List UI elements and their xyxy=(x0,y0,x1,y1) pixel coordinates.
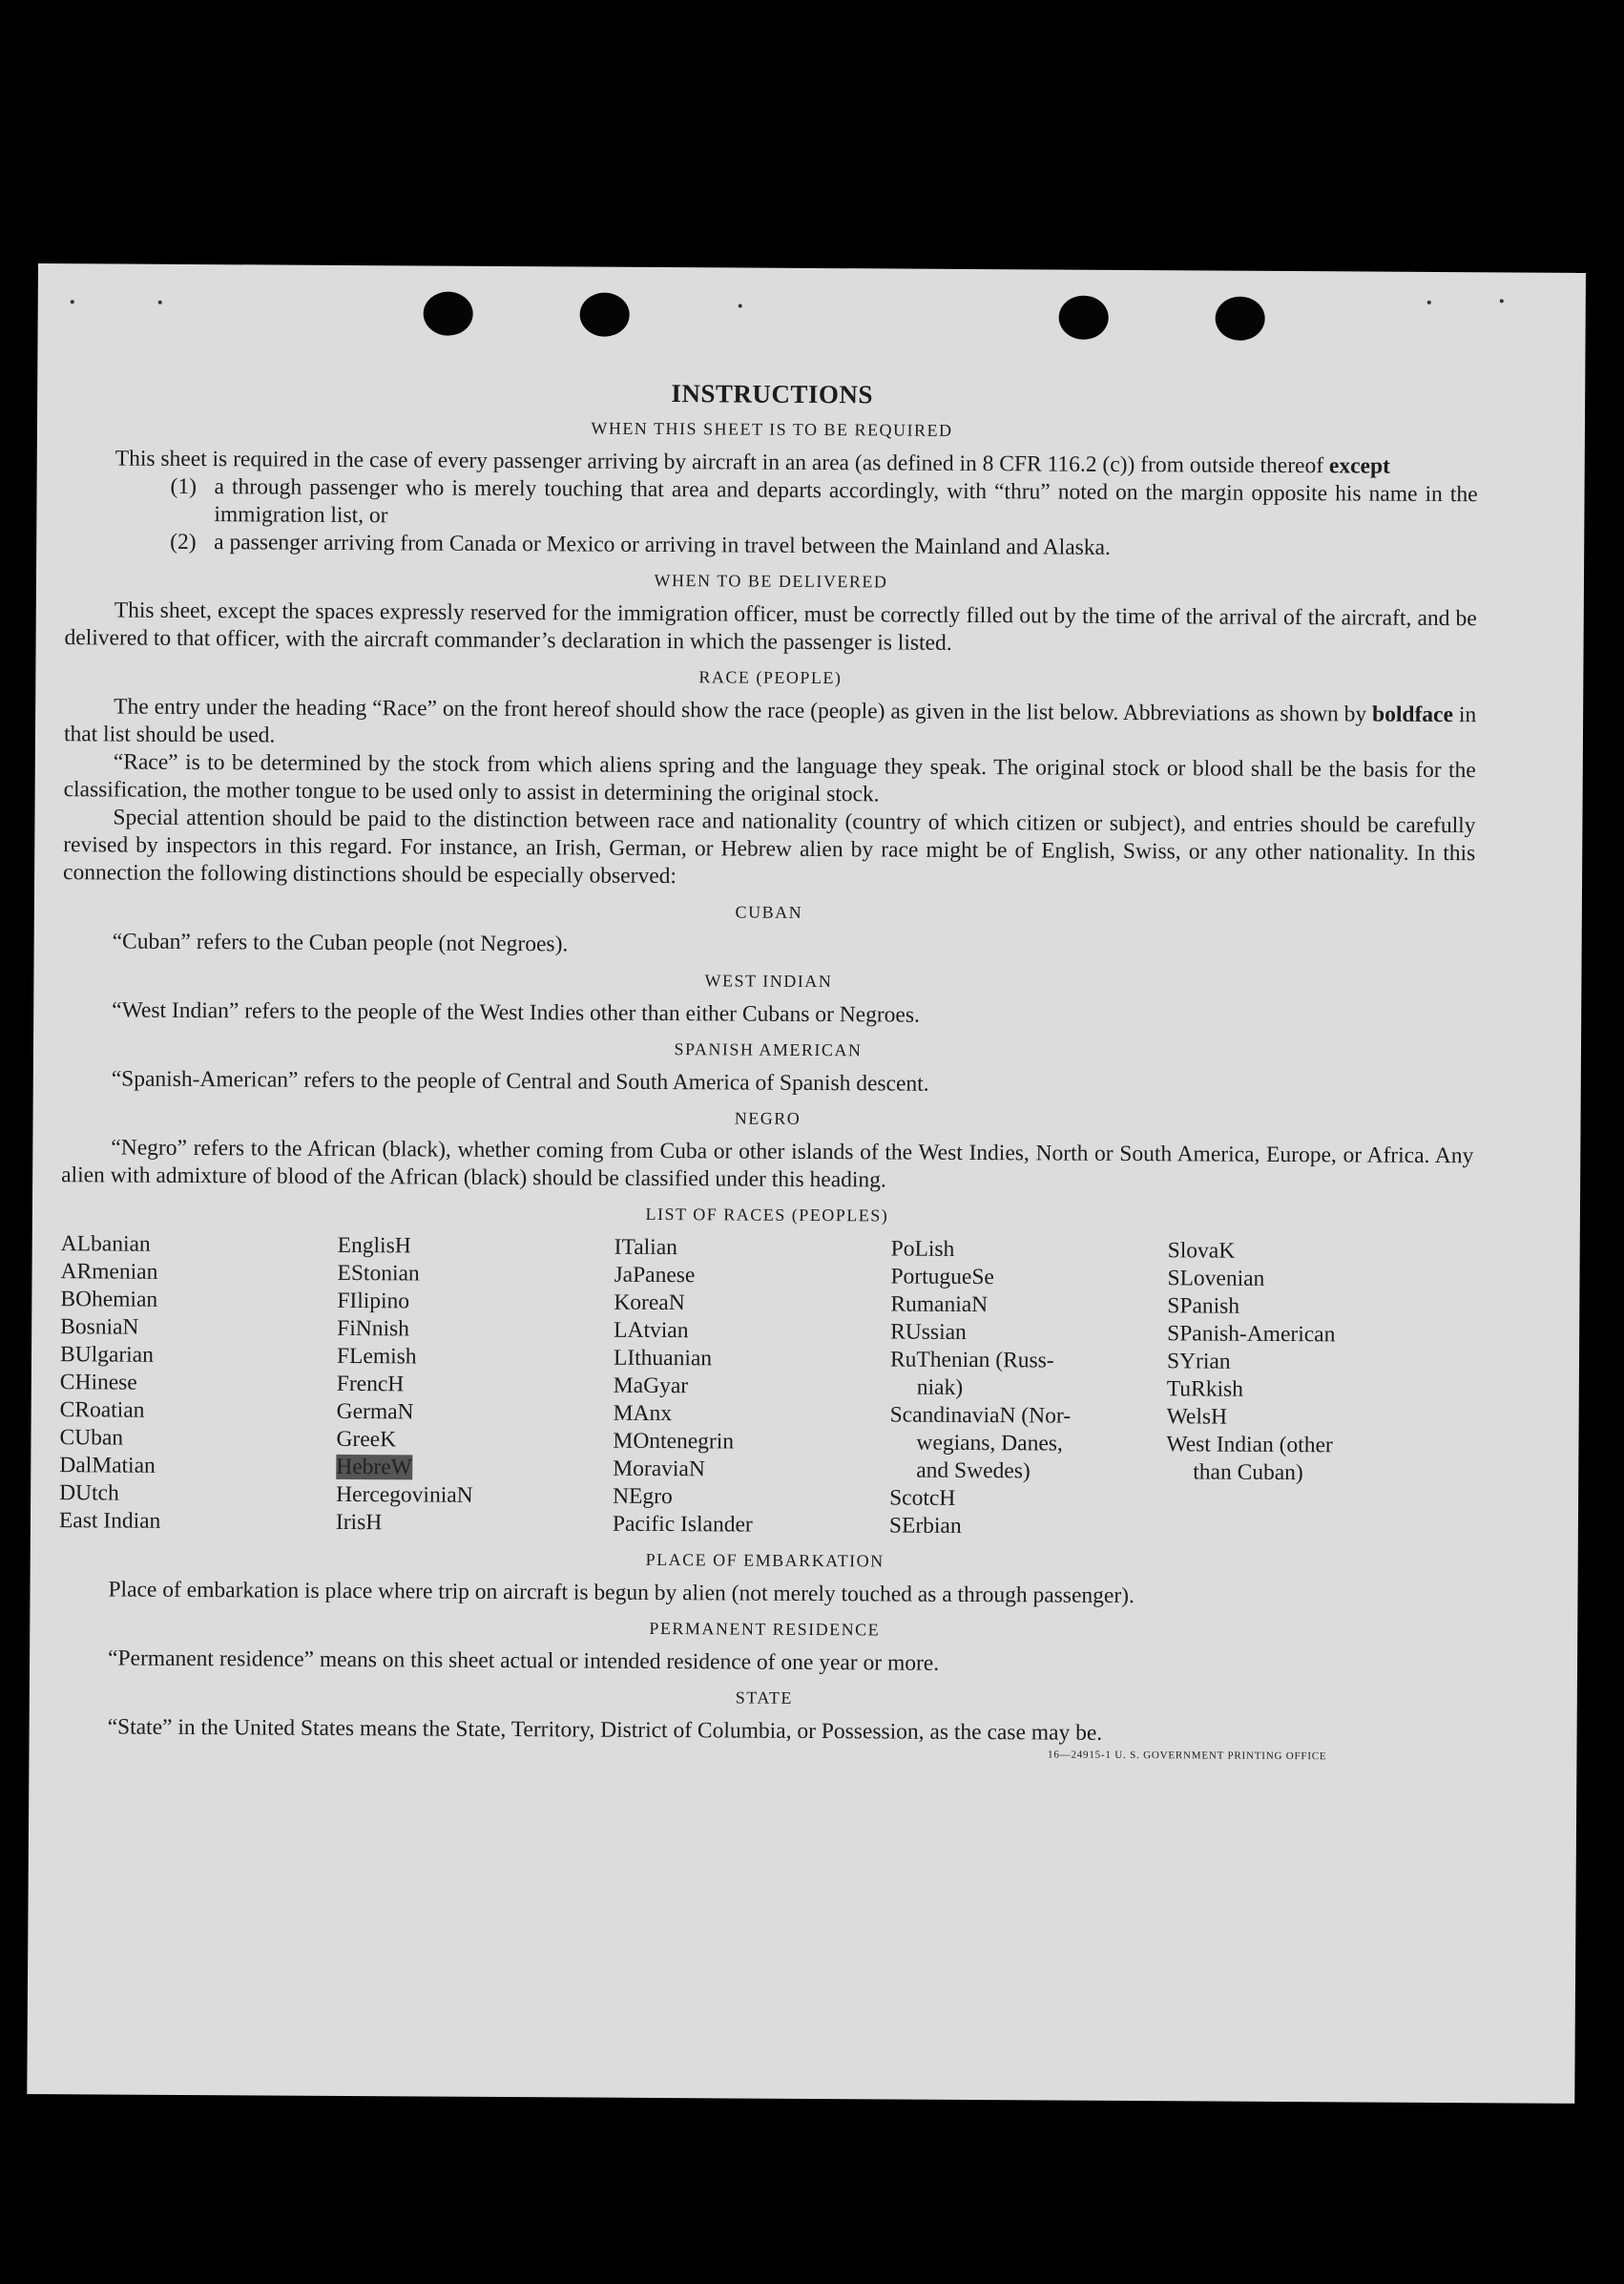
list-item: KoreaN xyxy=(614,1289,685,1316)
spanish-american-paragraph: “Spanish-American” refers to the people of Central and South America of Spanish descent. xyxy=(111,1066,929,1097)
heading-delivered: WHEN TO BE DELIVERED xyxy=(654,570,888,592)
list-item: FLemish xyxy=(336,1343,417,1370)
list-item: LIthuanian xyxy=(613,1345,713,1372)
list-item: HercegoviniaN xyxy=(336,1481,473,1508)
cuban-paragraph: “Cuban” refers to the Cuban people (not Negroes). xyxy=(112,929,569,957)
list-item: East Indian xyxy=(58,1508,161,1534)
race-paragraph-1 xyxy=(64,693,1476,757)
list-item: IrisH xyxy=(335,1509,383,1536)
race-column xyxy=(1166,1237,1445,1543)
heading-list-of-races: LIST OF RACES (PEOPLES) xyxy=(645,1204,889,1226)
list-item: LAtvian xyxy=(614,1317,689,1344)
list-item: PoLish xyxy=(890,1236,955,1262)
west-indian-paragraph: “West Indian” refers to the people of the West Indies other than either Cubans or Negroes. xyxy=(112,997,921,1028)
list-item: ARmenian xyxy=(60,1259,158,1285)
list-item: EnglisH xyxy=(337,1232,411,1259)
item-text: a passenger arriving from Canada or Mexico or arriving in travel between the Mainland and Alaska. xyxy=(214,530,1111,560)
list-item: EStonian xyxy=(337,1260,420,1287)
residence-paragraph: “Permanent residence” means on this sheet actual or intended residence of one year or more. xyxy=(107,1645,940,1676)
heading-cuban: CUBAN xyxy=(735,902,803,922)
list-item: RuThenian (Russ- xyxy=(889,1347,1054,1373)
list-item: PortugueSe xyxy=(890,1264,994,1290)
list-item: MAnx xyxy=(613,1400,673,1427)
list-item: BOhemian xyxy=(60,1287,158,1312)
race-text-end: in that list should be used. xyxy=(63,702,1477,748)
speck xyxy=(71,300,74,304)
printer-code: 16—24915-1 U. S. GOVERNMENT PRINTING OFFICE xyxy=(1048,1749,1327,1763)
required-text: This sheet is required in the case of every passenger arriving by aircraft in an area (as defined in 8 CFR 116.2 (c)) from outside thereof xyxy=(115,446,1330,479)
list-item: DalMatian xyxy=(59,1453,156,1478)
heading-race: RACE (PEOPLE) xyxy=(698,667,843,688)
race-column xyxy=(613,1234,891,1540)
speck xyxy=(739,304,742,307)
heading-state: STATE xyxy=(735,1687,793,1708)
list-item: GreeK xyxy=(336,1426,397,1453)
list-item: BosniaN xyxy=(60,1314,139,1340)
list-item: ScotcH xyxy=(889,1485,956,1511)
list-item: Pacific Islander xyxy=(612,1511,753,1538)
race-paragraph-3: Special attention should be paid to the distinction between race and nationality (country of which citizen or subject), and entries should be carefully revised by inspectors in this regard. For instance, an Irish, German, or Hebrew alien by race might be of English, Swiss, or any other nationality. In this connection the following distinctions should be especially observed: xyxy=(63,805,1476,890)
required-bold: except xyxy=(1328,453,1390,479)
list-item: than Cuban) xyxy=(1193,1459,1303,1486)
list-item: MoraviaN xyxy=(613,1456,705,1482)
heading-required: WHEN THIS SHEET IS TO BE REQUIRED xyxy=(591,418,953,440)
delivered-paragraph: This sheet, except the spaces expressly reserved for the immigration officer, must be correctly filled out by the time of the arrival of the aircraft, and be delivered to that officer, with the aircraft commander’s declaration in which the passenger is listed. xyxy=(64,597,1477,656)
punch-hole xyxy=(1216,297,1265,341)
list-item: DUtch xyxy=(59,1480,119,1506)
heading-west-indian: WEST INDIAN xyxy=(704,971,833,992)
list-item: West Indian (other xyxy=(1166,1432,1333,1458)
heading-spanish-american: SPANISH AMERICAN xyxy=(674,1039,863,1060)
negro-paragraph: “Negro” refers to the African (black), whether coming from Cuba or other islands of the West Indies, North or South America, Europe, or Africa. Any alien with admixture of blood of the African (black) should be classified under this heading. xyxy=(61,1135,1474,1193)
list-item: niak) xyxy=(916,1374,964,1400)
list-item: FiNnish xyxy=(337,1315,410,1342)
list-item: wegians, Danes, xyxy=(916,1430,1063,1456)
list-item: SlovaK xyxy=(1167,1238,1236,1264)
list-item: JaPanese xyxy=(614,1262,696,1289)
list-item xyxy=(336,1454,613,1483)
list-item: and Swedes) xyxy=(916,1457,1031,1484)
state-paragraph: “State” in the United States means the State, Territory, District of Columbia, or Possession, as the case may be. xyxy=(107,1714,1103,1746)
list-item: TuRkish xyxy=(1166,1376,1244,1402)
item-number: (2) xyxy=(170,529,197,555)
embarkation-paragraph: Place of embarkation is place where trip on aircraft is begun by alien (not merely touched as a through passenger). xyxy=(108,1577,1135,1609)
list-item xyxy=(170,473,1477,536)
list-item: MOntenegrin xyxy=(613,1428,735,1455)
list-item: RumaniaN xyxy=(890,1291,989,1318)
race-column xyxy=(336,1232,614,1539)
page-title: INSTRUCTIONS xyxy=(671,379,874,409)
list-item: FrencH xyxy=(336,1371,405,1397)
list-item: SPanish-American xyxy=(1167,1321,1336,1348)
race-column xyxy=(889,1235,1168,1541)
list-item: CUban xyxy=(59,1425,124,1451)
race-paragraph-2: “Race” is to be determined by the stock from which aliens spring and the language they speak. The original stock or blood shall be the basis for the classification, the mother tongue to be used only to assist in determining the original stock. xyxy=(63,749,1476,807)
race-column xyxy=(59,1230,338,1537)
list-item: CHinese xyxy=(59,1370,137,1395)
list-item: BUlgarian xyxy=(59,1342,154,1368)
race-list xyxy=(59,1230,1473,1543)
list-item: SLovenian xyxy=(1167,1266,1265,1291)
heading-negro: NEGRO xyxy=(734,1108,802,1128)
list-item: GermaN xyxy=(336,1398,414,1425)
list-item: RUssian xyxy=(890,1319,967,1345)
speck xyxy=(1427,301,1431,304)
race-text: The entry under the heading “Race” on the front hereof should show the race (people) as given in the list below. Abbreviations as shown by xyxy=(114,694,1373,727)
speck xyxy=(158,301,162,304)
list-item: MaGyar xyxy=(613,1372,689,1399)
punch-hole xyxy=(424,291,473,335)
list-item: WelsH xyxy=(1166,1404,1228,1430)
list-item: SYrian xyxy=(1166,1349,1231,1374)
list-item: ITalian xyxy=(614,1234,678,1261)
instruction-sheet xyxy=(27,263,1586,2104)
punch-hole xyxy=(1059,296,1109,340)
list-item: ALbanian xyxy=(60,1231,151,1257)
punch-hole xyxy=(580,292,630,336)
race-bold: boldface xyxy=(1372,702,1454,728)
instructions-body xyxy=(57,376,1478,1763)
heading-residence: PERMANENT RESIDENCE xyxy=(649,1618,881,1640)
list-item: SPanish xyxy=(1167,1293,1240,1319)
list-item: CRoatian xyxy=(59,1397,145,1423)
item-text: a through passenger who is merely touching that area and departs accordingly, with “thru” noted on the margin opposite his name in the immigration list, or xyxy=(214,474,1478,529)
list-item: FIlipino xyxy=(337,1288,410,1314)
list-item: ScandinaviaN (Nor- xyxy=(889,1402,1072,1429)
list-item: NEgro xyxy=(613,1483,673,1510)
exception-list xyxy=(170,473,1478,564)
heading-embarkation: PLACE OF EMBARKATION xyxy=(645,1549,885,1571)
struck-entry: HebreW xyxy=(336,1454,412,1480)
list-item: SErbian xyxy=(888,1513,962,1539)
item-number: (1) xyxy=(170,473,198,500)
speck xyxy=(1500,299,1504,303)
